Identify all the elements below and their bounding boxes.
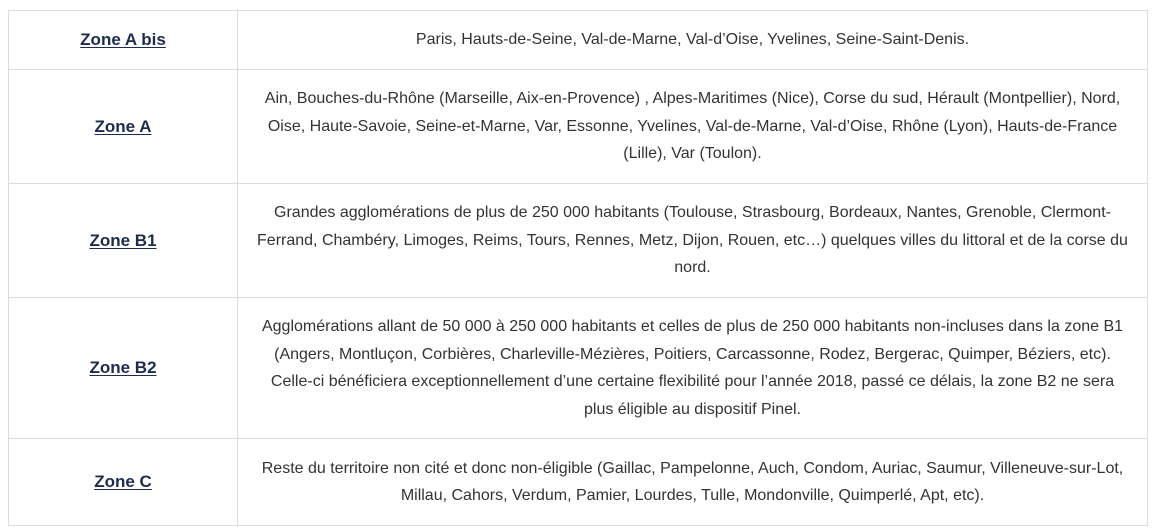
zone-c-description: Reste du territoire non cité et donc non-éligible (Gaillac, Pampelonne, Auch, Condom, Auriac, Saumur, Villeneuve-sur-Lot, Millau, Cahors, Verdum, Pamier, Lourdes, Tulle, Mondonville, Quimperlé, Apt, etc). — [238, 439, 1148, 526]
zone-b1-description: Grandes agglomérations de plus de 250 000 habitants (Toulouse, Strasbourg, Bordeaux, Nantes, Grenoble, Clermont-Ferrand, Chambéry, Limoges, Reims, Tours, Rennes, Metz, Dijon, Rouen, etc…) quelques villes du littoral et de la corse du nord. — [238, 184, 1148, 298]
zone-a-description: Ain, Bouches-du-Rhône (Marseille, Aix-en-Provence) , Alpes-Maritimes (Nice), Corse du sud, Hérault (Montpellier), Nord, Oise, Haute-Savoie, Seine-et-Marne, Var, Essonne, Yvelines, Val-de-Marne, Val-d’Oise, Rhône (Lyon), Hauts-de-France (Lille), Var (Toulon). — [238, 70, 1148, 184]
table-row — [9, 11, 1148, 70]
zone-a-bis-description: Paris, Hauts-de-Seine, Val-de-Marne, Val-d’Oise, Yvelines, Seine-Saint-Denis. — [238, 11, 1148, 70]
zone-name-cell — [9, 11, 238, 70]
table-row — [9, 298, 1148, 439]
zone-b2-description: Agglomérations allant de 50 000 à 250 000 habitants et celles de plus de 250 000 habitants non-incluses dans la zone B1 (Angers, Montluçon, Corbières, Charleville-Mézières, Poitiers, Carcassonne, Rodez, Bergerac, Quimper, Béziers, etc). Celle-ci bénéficiera exceptionnellement d’une certaine flexibilité pour l’année 2018, passé ce délais, la zone B2 ne sera plus éligible au dispositif Pinel. — [238, 298, 1148, 439]
zone-name-cell — [9, 184, 238, 298]
table-row — [9, 439, 1148, 526]
zone-b1-link[interactable]: Zone B1 — [89, 230, 157, 250]
zone-name-cell — [9, 439, 238, 526]
zone-name-cell — [9, 70, 238, 184]
table-row — [9, 184, 1148, 298]
zone-a-link[interactable]: Zone A — [94, 116, 152, 136]
zone-name-cell — [9, 298, 238, 439]
zone-c-link[interactable]: Zone C — [94, 472, 152, 491]
zone-b2-link[interactable]: Zone B2 — [89, 358, 157, 377]
zones-table — [8, 10, 1148, 526]
zone-a-bis-link[interactable]: Zone A bis — [80, 30, 166, 49]
table-row — [9, 70, 1148, 184]
